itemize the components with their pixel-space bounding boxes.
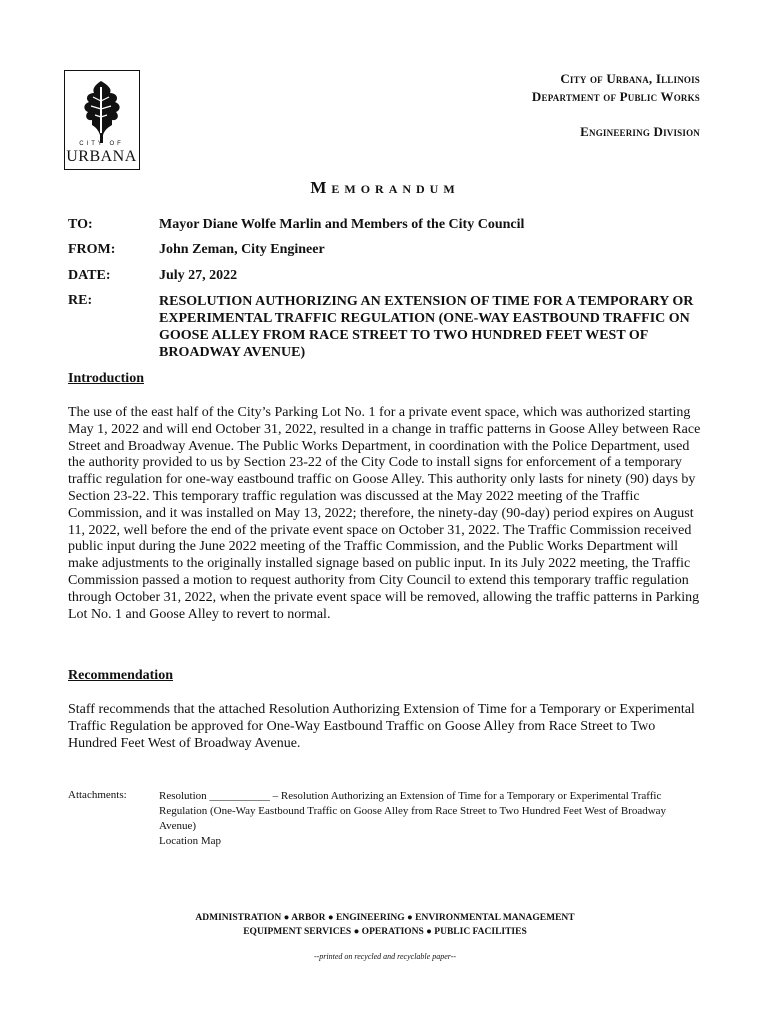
letterhead-city: City of Urbana, Illinois — [560, 71, 700, 86]
logo-text-top: CITY OF — [79, 141, 124, 147]
date-label: DATE: — [68, 268, 111, 283]
re-label: RE: — [68, 293, 93, 308]
recommendation-heading: Recommendation — [68, 668, 173, 683]
introduction-body: The use of the east half of the City’s Parking Lot No. 1 for a private event space, which was authorized starting May 1, 2022 and will end October 31, 2022, resulted in a change in traffic patterns in Goose Alley between Race Street and Broadway Avenue. The Public Works Department, in coordination with the Police Department, used the authority provided to us by Section 23-22 of the City Code to install signs for enforcement of a temporary traffic regulation for one-way eastbound traffic on Goose Alley. This authority only lasts for ninety (90) days by Section 23-22. This temporary traffic regulation was discussed at the May 2022 meeting of the Traffic Commission, and it was installed on May 13, 2022; therefore, the ninety-day (90-day) period expires on August 11, 2022, well before the end of the private event space on October 31, 2022. The Traffic Commission received public input during the June 2022 meeting of the Traffic Commission, and the Public Works Department will make adjustments to the originally installed signage based on public input. In its July 2022 meeting, the Traffic Commission passed a motion to request authority from City Council to extend this temporary traffic regulation through October 31, 2022, when the private event space will be removed, allowing the traffic patterns in Parking Lot No. 1 and Goose Alley to revert to normal. — [68, 405, 701, 622]
logo-text-bottom: URBANA — [66, 148, 137, 165]
introduction-heading: Introduction — [68, 371, 144, 386]
attachments-label: Attachments: — [68, 789, 127, 801]
footer-line-2: EQUIPMENT SERVICES ● OPERATIONS ● PUBLIC FACILITIES — [243, 927, 527, 937]
footer-line-1: ADMINISTRATION ● ARBOR ● ENGINEERING ● ENVIRONMENTAL MANAGEMENT — [195, 913, 575, 923]
attachment-item-location-map: Location Map — [159, 835, 222, 847]
re-value: RESOLUTION AUTHORIZING AN EXTENSION OF TIME FOR A TEMPORARY OR EXPERIMENTAL TRAFFIC REGULATION (ONE-WAY EASTBOUND TRAFFIC ON GOOSE ALLEY FROM RACE STREET TO TWO HUNDRED FEET WEST OF BROADWAY AVENUE) — [159, 294, 694, 360]
recommendation-body: Staff recommends that the attached Resolution Authorizing Extension of Time for a Temporary or Experimental Traffic Regulation be approved for One-Way Eastbound Traffic on Goose Alley from Race Street to Two Hundred Feet West of Broadway Avenue. — [68, 702, 695, 751]
date-value: July 27, 2022 — [159, 268, 238, 283]
attachment-item-resolution: Resolution ___________ – Resolution Authorizing an Extension of Time for a Temporary or Experimental Traffic Regulation (One-Way Eastbound Traffic on Goose Alley from Race Street to Two Hundred Feet West of Broadway Avenue) — [159, 790, 667, 832]
from-value: John Zeman, City Engineer — [159, 242, 325, 257]
to-label: TO: — [68, 217, 93, 232]
city-of-urbana-logo — [64, 70, 140, 170]
from-label: FROM: — [68, 242, 116, 257]
printed-note: --printed on recycled and recyclable paper-- — [313, 952, 457, 961]
memo-title: Memorandum — [310, 178, 460, 197]
to-value: Mayor Diane Wolfe Marlin and Members of the City Council — [159, 217, 525, 232]
letterhead-department: Department of Public Works — [531, 89, 700, 104]
letterhead-division: Engineering Division — [580, 124, 700, 139]
